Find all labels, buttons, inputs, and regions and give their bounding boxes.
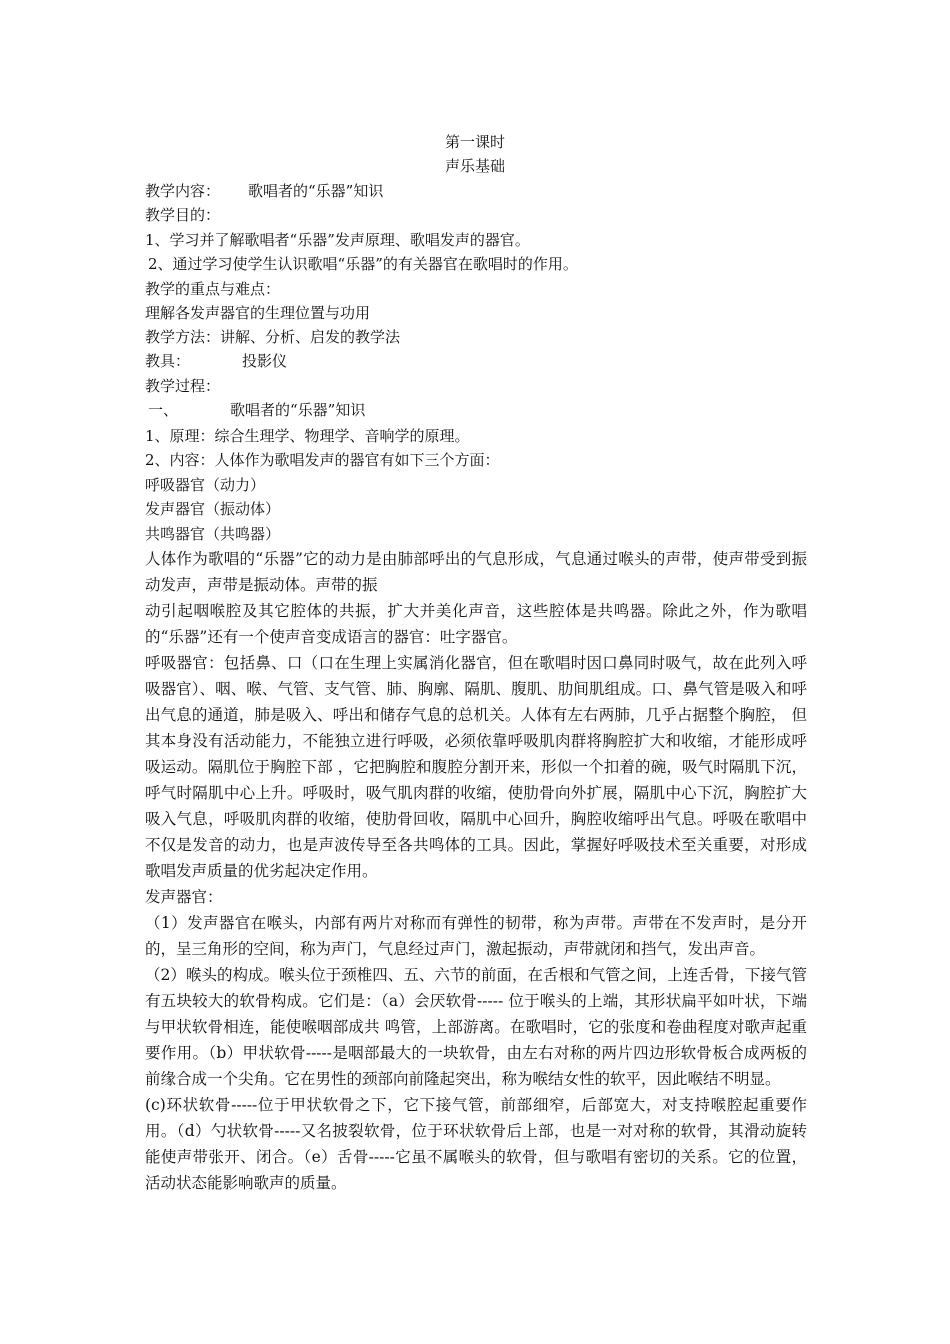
body-text — [145, 546, 807, 1196]
organ-item-3: 共鸣器官（共鸣器） — [145, 525, 281, 543]
goal-item-1: 1、学习并了解歌唱者“乐器”发声原理、歌唱发声的器官。 — [145, 231, 530, 249]
goal-item-2: 2、通过学习使学生认识歌唱“乐器”的有关器官在歌唱时的作用。 — [148, 255, 578, 273]
tools-label: 教具： — [145, 352, 191, 370]
section-title: 歌唱者的“乐器”知识 — [230, 401, 366, 419]
paragraph-4: 发声器官： — [145, 888, 223, 906]
paragraph-6: （2）喉头的构成。喉头位于颈椎四、五、六节的前面，在舌根和气管之间，上连舌骨，下接气管有五块较大的软骨构成。它们是：（a）会厌软骨----- 位于喉头的上端，其形状扁平如叶状，下端与甲状软骨相连，能使喉咽部成共 鸣管，上部游离。在歌唱时，它的张度和卷曲程度对歌声起重要作用。（b）甲状软骨-----是咽部最大的一块软骨，由左右对称的两片四边形软骨板合成两板的前缘合成一个尖角。它在男性的颈部向前隆起突出，称为喉结女性的软平，因此喉结不明显。 — [145, 966, 807, 1088]
section-number: 一、 — [148, 401, 179, 419]
tools-value: 投影仪 — [242, 352, 288, 370]
section-heading — [148, 399, 365, 421]
paragraph-5: （1）发声器官在喉头，内部有两片对称而有弹性的韧带，称为声带。声带在不发声时，是分开的，呈三角形的空间，称为声门，气息经过声门，激起振动，声带就闭和挡气，发出声音。 — [145, 914, 807, 958]
subject-title: 声乐基础 — [444, 157, 505, 175]
tools-line — [145, 350, 287, 372]
content-label: 教学内容： — [145, 182, 221, 200]
goal-label: 教学目的： — [145, 206, 221, 224]
paragraph-1: 人体作为歌唱的“乐器”它的动力是由肺部呼出的气息形成，气息通过喉头的声带，使声带受到振动发声，声带是振动体。声带的振 — [145, 550, 807, 594]
organ-item-2: 发声器官（振动体） — [145, 500, 281, 518]
paragraph-7: (c)环状软骨-----位于甲状软骨之下，它下接气管，前部细窄，后部宽大，对支持喉腔起重要作用。（d）勺状软骨-----又名披裂软骨，位于环状软骨后上部，也是一对对称的软骨，其滑动旋转能使声带张开、闭合。（e）舌骨-----它虽不属喉头的软骨，但与歌唱有密切的关系。它的位置，活动状态能影响歌声的质量。 — [145, 1096, 807, 1192]
key-label: 教学的重点与难点： — [145, 280, 281, 298]
process-label: 教学过程： — [145, 377, 221, 395]
content-value: 歌唱者的“乐器”知识 — [248, 182, 384, 200]
key-value: 理解各发声器官的生理位置与功用 — [145, 304, 371, 322]
paragraph-2: 动引起咽喉腔及其它腔体的共振，扩大并美化声音，这些腔体是共鸣器。除此之外，作为歌唱的“乐器”还有一个使声音变成语言的器官：吐字器官。 — [145, 602, 807, 646]
method-line: 教学方法：讲解、分析、启发的教学法 — [145, 328, 401, 346]
principle-line: 1、原理：综合生理学、物理学、音响学的原理。 — [145, 427, 470, 445]
content-2-line: 2、内容：人体作为歌唱发声的器官有如下三个方面： — [145, 451, 500, 469]
content-line — [145, 180, 383, 202]
paragraph-3: 呼吸器官：包括鼻、口（口在生理上实属消化器官，但在歌唱时因口鼻同时吸气，故在此列入呼吸器官）、咽、喉、气管、支气管、肺、胸廓、隔肌、腹肌、肋间肌组成。口、鼻气管是吸入和呼出气息的通道，肺是吸入、呼出和储存气息的总机关。人体有左右两肺，几乎占据整个胸腔， 但其本身没有活动能力，不能独立进行呼吸，必须依靠呼吸肌肉群将胸腔扩大和收缩，才能形成呼吸运动。隔肌位于胸腔下部 ，它把胸腔和腹腔分割开来，形似一个扣着的碗，吸气时隔肌下沉，呼气时隔肌中心上升。呼吸时，吸气肌肉群的收缩，使肋骨向外扩展，隔肌中心下沉，胸腔扩大吸入气息，呼吸肌肉群的收缩，使肋骨回收，隔肌中心回升，胸腔收缩呼出气息。呼吸在歌唱中不仅是发音的动力，也是声波传导至各共鸣体的工具。因此，掌握好呼吸技术至关重要，对形成歌唱发声质量的优劣起决定作用。 — [145, 654, 807, 880]
organ-item-1: 呼吸器官（动力） — [145, 476, 266, 494]
lesson-title: 第一课时 — [444, 133, 505, 151]
